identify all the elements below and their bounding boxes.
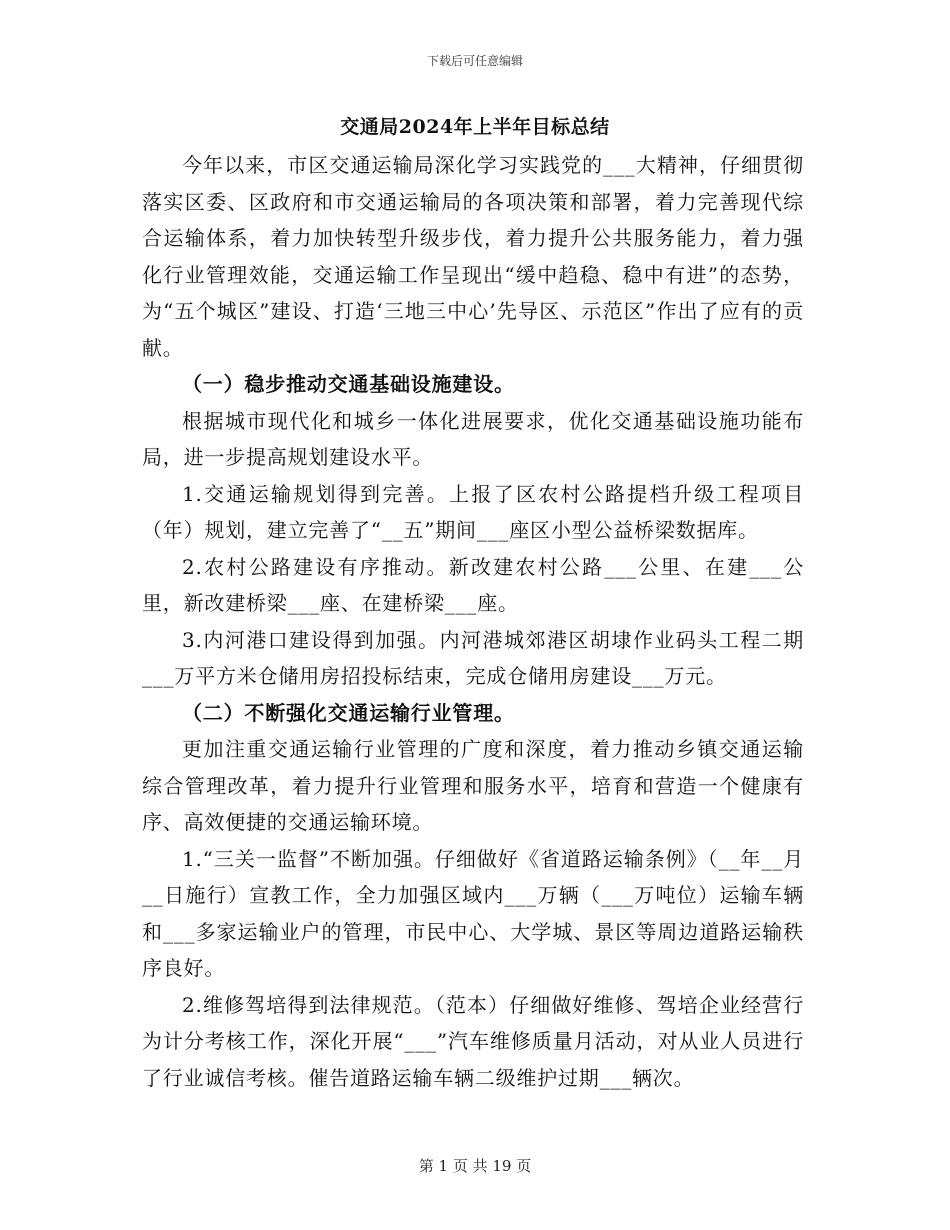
section-heading-1: （一）稳步推动交通基础设施建设。 xyxy=(182,372,515,396)
paragraph-intro: 今年以来，市区交通运输局深化学习实践党的___大精神，仔细贯彻落实区委、区政府和市交通运输局的各项决策和部署，着力完善现代综合运输体系，着力加快转型升级步伐，着力提升公共服务能力，着力强化行业管理效能，交通运输工作呈现出“缓中趋稳、稳中有进”的态势，为“五个城区”建设、打造‘三地三中心’先导区、示范区”作出了应有的贡献。 xyxy=(142,153,804,360)
paragraph-item-1-1: 1.交通运输规划得到完善。上报了区农村公路提档升级工程项目（年）规划，建立完善了“__五”期间___座区小型公益桥梁数据库。 xyxy=(142,481,804,542)
paragraph-item-1-3: 3.内河港口建设得到加强。内河港城郊港区胡埭作业码头工程二期___万平方米仓储用房招投标结束，完成仓储用房建设___万元。 xyxy=(142,627,804,688)
document-body xyxy=(142,147,804,1096)
paragraph-section-2-intro: 更加注重交通运输行业管理的广度和深度，着力推动乡镇交通运输综合管理改革，着力提升行业管理和服务水平，培育和营造一个健康有序、高效便捷的交通运输环境。 xyxy=(142,737,804,834)
paragraph-item-2-2: 2.维修驾培得到法律规范。（范本）仔细做好维修、驾培企业经营行为计分考核工作，深化开展“___”汽车维修质量月活动，对从业人员进行了行业诚信考核。催告道路运输车辆二级维护过期___辆次。 xyxy=(142,992,804,1090)
paragraph-item-1-2: 2.农村公路建设有序推动。新改建农村公路___公里、在建___公里，新改建桥梁___座、在建桥梁___座。 xyxy=(142,554,804,615)
paragraph-section-1-intro: 根据城市现代化和城乡一体化进展要求，优化交通基础设施功能布局，进一步提高规划建设水平。 xyxy=(142,408,804,469)
header-note: 下载后可任意编辑 xyxy=(426,54,523,68)
page-footer: 第 1 页 共 19 页 xyxy=(418,1157,532,1175)
section-heading-2: （二）不断强化交通运输行业管理。 xyxy=(182,700,515,725)
paragraph-item-2-1: 1.“三关一监督”不断加强。仔细做好《省道路运输条例》（__年__月__日施行）宣教工作，全力加强区域内___万辆（___万吨位）运输车辆和___多家运输业户的管理，市民中心、大学城、景区等周边道路运输秩序良好。 xyxy=(142,846,804,980)
document-title: 交通局2024年上半年目标总结 xyxy=(340,116,610,138)
